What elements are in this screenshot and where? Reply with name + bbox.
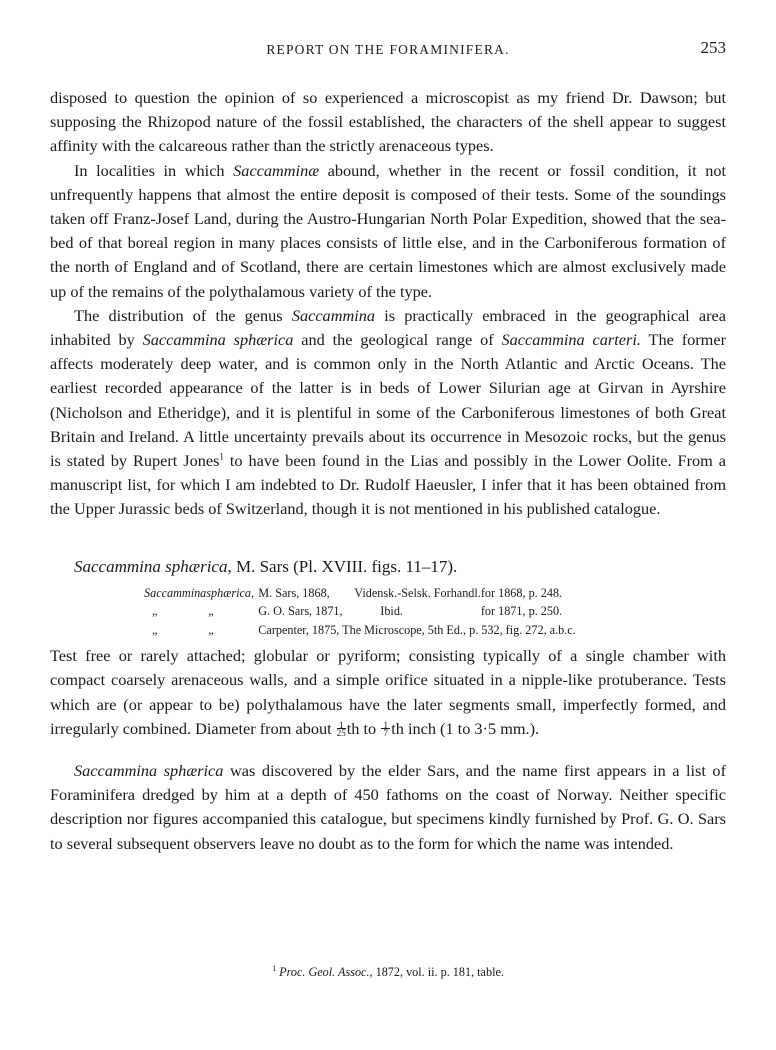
species-authority: , M. Sars (Pl. XVIII. figs. 11–17). (227, 556, 458, 576)
synonymy-list (144, 584, 729, 640)
synonym-authority: M. Sars, 1868, (258, 585, 330, 600)
text-run: abound, whether in the recent or fossil condition, it not unfrequently happens that almost the entire deposit is composed of their tests. Some of the soundings taken off Franz-Josef Land, during the Austro-Hungarian North Polar Expedition, showed that the sea-bed of that boreal region in many places consists of little else, and in the Carboniferous formation of the north of England and of Scotland, there are certain limestones which are almost exclusively made up of the remains of the polythalamous variety of the type. (50, 160, 726, 301)
text-run: and the geological range of (293, 330, 502, 350)
fraction-numerator: 1 (383, 719, 388, 730)
text-run: The distribution of the genus (74, 305, 292, 325)
taxon-name: Saccammina (291, 305, 376, 325)
text-run: In localities in which (74, 160, 234, 180)
synonym-authority: G. O. Sars, 1871, (258, 604, 343, 619)
taxon-name: Saccammina carteri. (501, 330, 641, 350)
taxon-name: Saccamminæ (233, 160, 320, 180)
synonym-genus (144, 584, 206, 603)
text-run: to have been found in the Lias and possibly in the Lower Oolite. From a manuscript list, for which I am indebted to Dr. Rudolf Haeusler, I infer that it has been obtained from the Upper Jurassic beds of Switzerland, though it is not mentioned in his published catalogue. (50, 451, 726, 519)
footnote-detail: , 1872, vol. ii. p. 181, table. (369, 965, 504, 980)
footnote (50, 964, 726, 980)
ditto-mark: „ (152, 622, 158, 637)
synonym-species-text: sphærica, (206, 585, 255, 600)
text-run: was discovered by the elder Sars, and the name first appears in a list of Foraminifera dredged by him at a depth of 450 fathoms on the coast of Norway. Neither specific description nor figures accompanied this catalogue, but specimens kindly furnished by Prof. G. O. Sars to several subsequent observers leave no doubt as to the form for which the name was intended. (50, 760, 726, 853)
ditto-mark: „ (152, 604, 158, 619)
fraction-denominator: 7 (383, 727, 388, 738)
text-run: Test free or rarely attached; globular or pyriform; consisting typically of a single chamber with compact coarsely arenaceous walls, and a simple orifice situated in a nipple-like protuberance. Tests which are (or appear to be) polythalamous have the later segments small, imperfectly formed, and irregularly combined. Diameter from about (50, 646, 726, 738)
text-run: th inch (1 to 3·5 mm.). (391, 718, 540, 738)
fraction (336, 719, 347, 738)
synonym-genus-text: Saccammina (144, 585, 207, 600)
synonymy-row (144, 584, 729, 603)
running-head: REPORT ON THE FORAMINIFERA. (266, 42, 510, 57)
species-heading (50, 554, 726, 580)
text-run: th to (346, 718, 381, 738)
text-run: The former affects moderately deep water, and is common only in the North Atlantic and Arctic Oceans. The earliest recorded appearance of the latter is in beds of Lower Silurian age at Girvan in Ayrshire (Nicholson and Etheridge), and it is plentiful in some of the Carboniferous limestones of both Great Britain and Ireland. A little uncertainty prevails about its occurrence in Mesozoic rocks, but the genus is stated by Rupert Jones (50, 330, 726, 471)
synonymy-row (144, 602, 729, 621)
body-text (50, 86, 726, 856)
paragraph-distribution (50, 304, 726, 522)
taxon-name: Saccammina sphærica (142, 330, 294, 350)
fraction-bar (381, 728, 390, 729)
paragraph-continuation: disposed to question the opinion of so experienced a microscopist as my friend Dr. Dawson; but supposing the Rhizopod nature of the fossil established, the characters of the shell appear to suggest affinity with the calcareous rather than the strictly arenaceous types. (50, 88, 726, 156)
species-section (50, 554, 726, 856)
species-description (50, 644, 726, 741)
species-name: Saccammina sphærica (74, 760, 224, 780)
fraction-denominator: 25 (336, 727, 346, 738)
synonym-species (206, 602, 258, 621)
synonym-species (206, 584, 258, 603)
synonym-species (206, 621, 258, 640)
synonym-reference: for 1871, p. 250. (480, 604, 563, 619)
page-number: 253 (700, 38, 726, 57)
page-header (50, 38, 726, 64)
synonym-reference: for 1868, p. 248. (480, 585, 563, 600)
text-run: is practically embraced in the geographical area inhabited by (50, 305, 726, 350)
footnote-source: Proc. Geol. Assoc. (279, 965, 370, 980)
synonym-authority: Carpenter, 1875, The Microscope, 5th Ed., p. 532, fig. 272, a.b.c. (258, 622, 576, 637)
synonym-genus (144, 602, 206, 621)
ditto-mark: „ (208, 622, 214, 637)
synonym-work: Vidensk.-Selsk. Forhandl. (354, 585, 481, 600)
footnote-reference: 1 (219, 451, 224, 462)
fraction (380, 719, 391, 738)
footnote-mark: 1 (272, 964, 277, 973)
fraction-numerator: 1 (338, 719, 344, 730)
synonymy-row (144, 621, 729, 640)
species-name: Saccammina sphærica (74, 556, 228, 576)
paragraph-saccamminae-localities (50, 159, 726, 304)
species-discussion (50, 759, 726, 856)
fraction-bar (337, 728, 346, 729)
synonym-work: Ibid. (380, 604, 403, 619)
synonym-genus (144, 621, 206, 640)
ditto-mark: „ (208, 604, 214, 619)
